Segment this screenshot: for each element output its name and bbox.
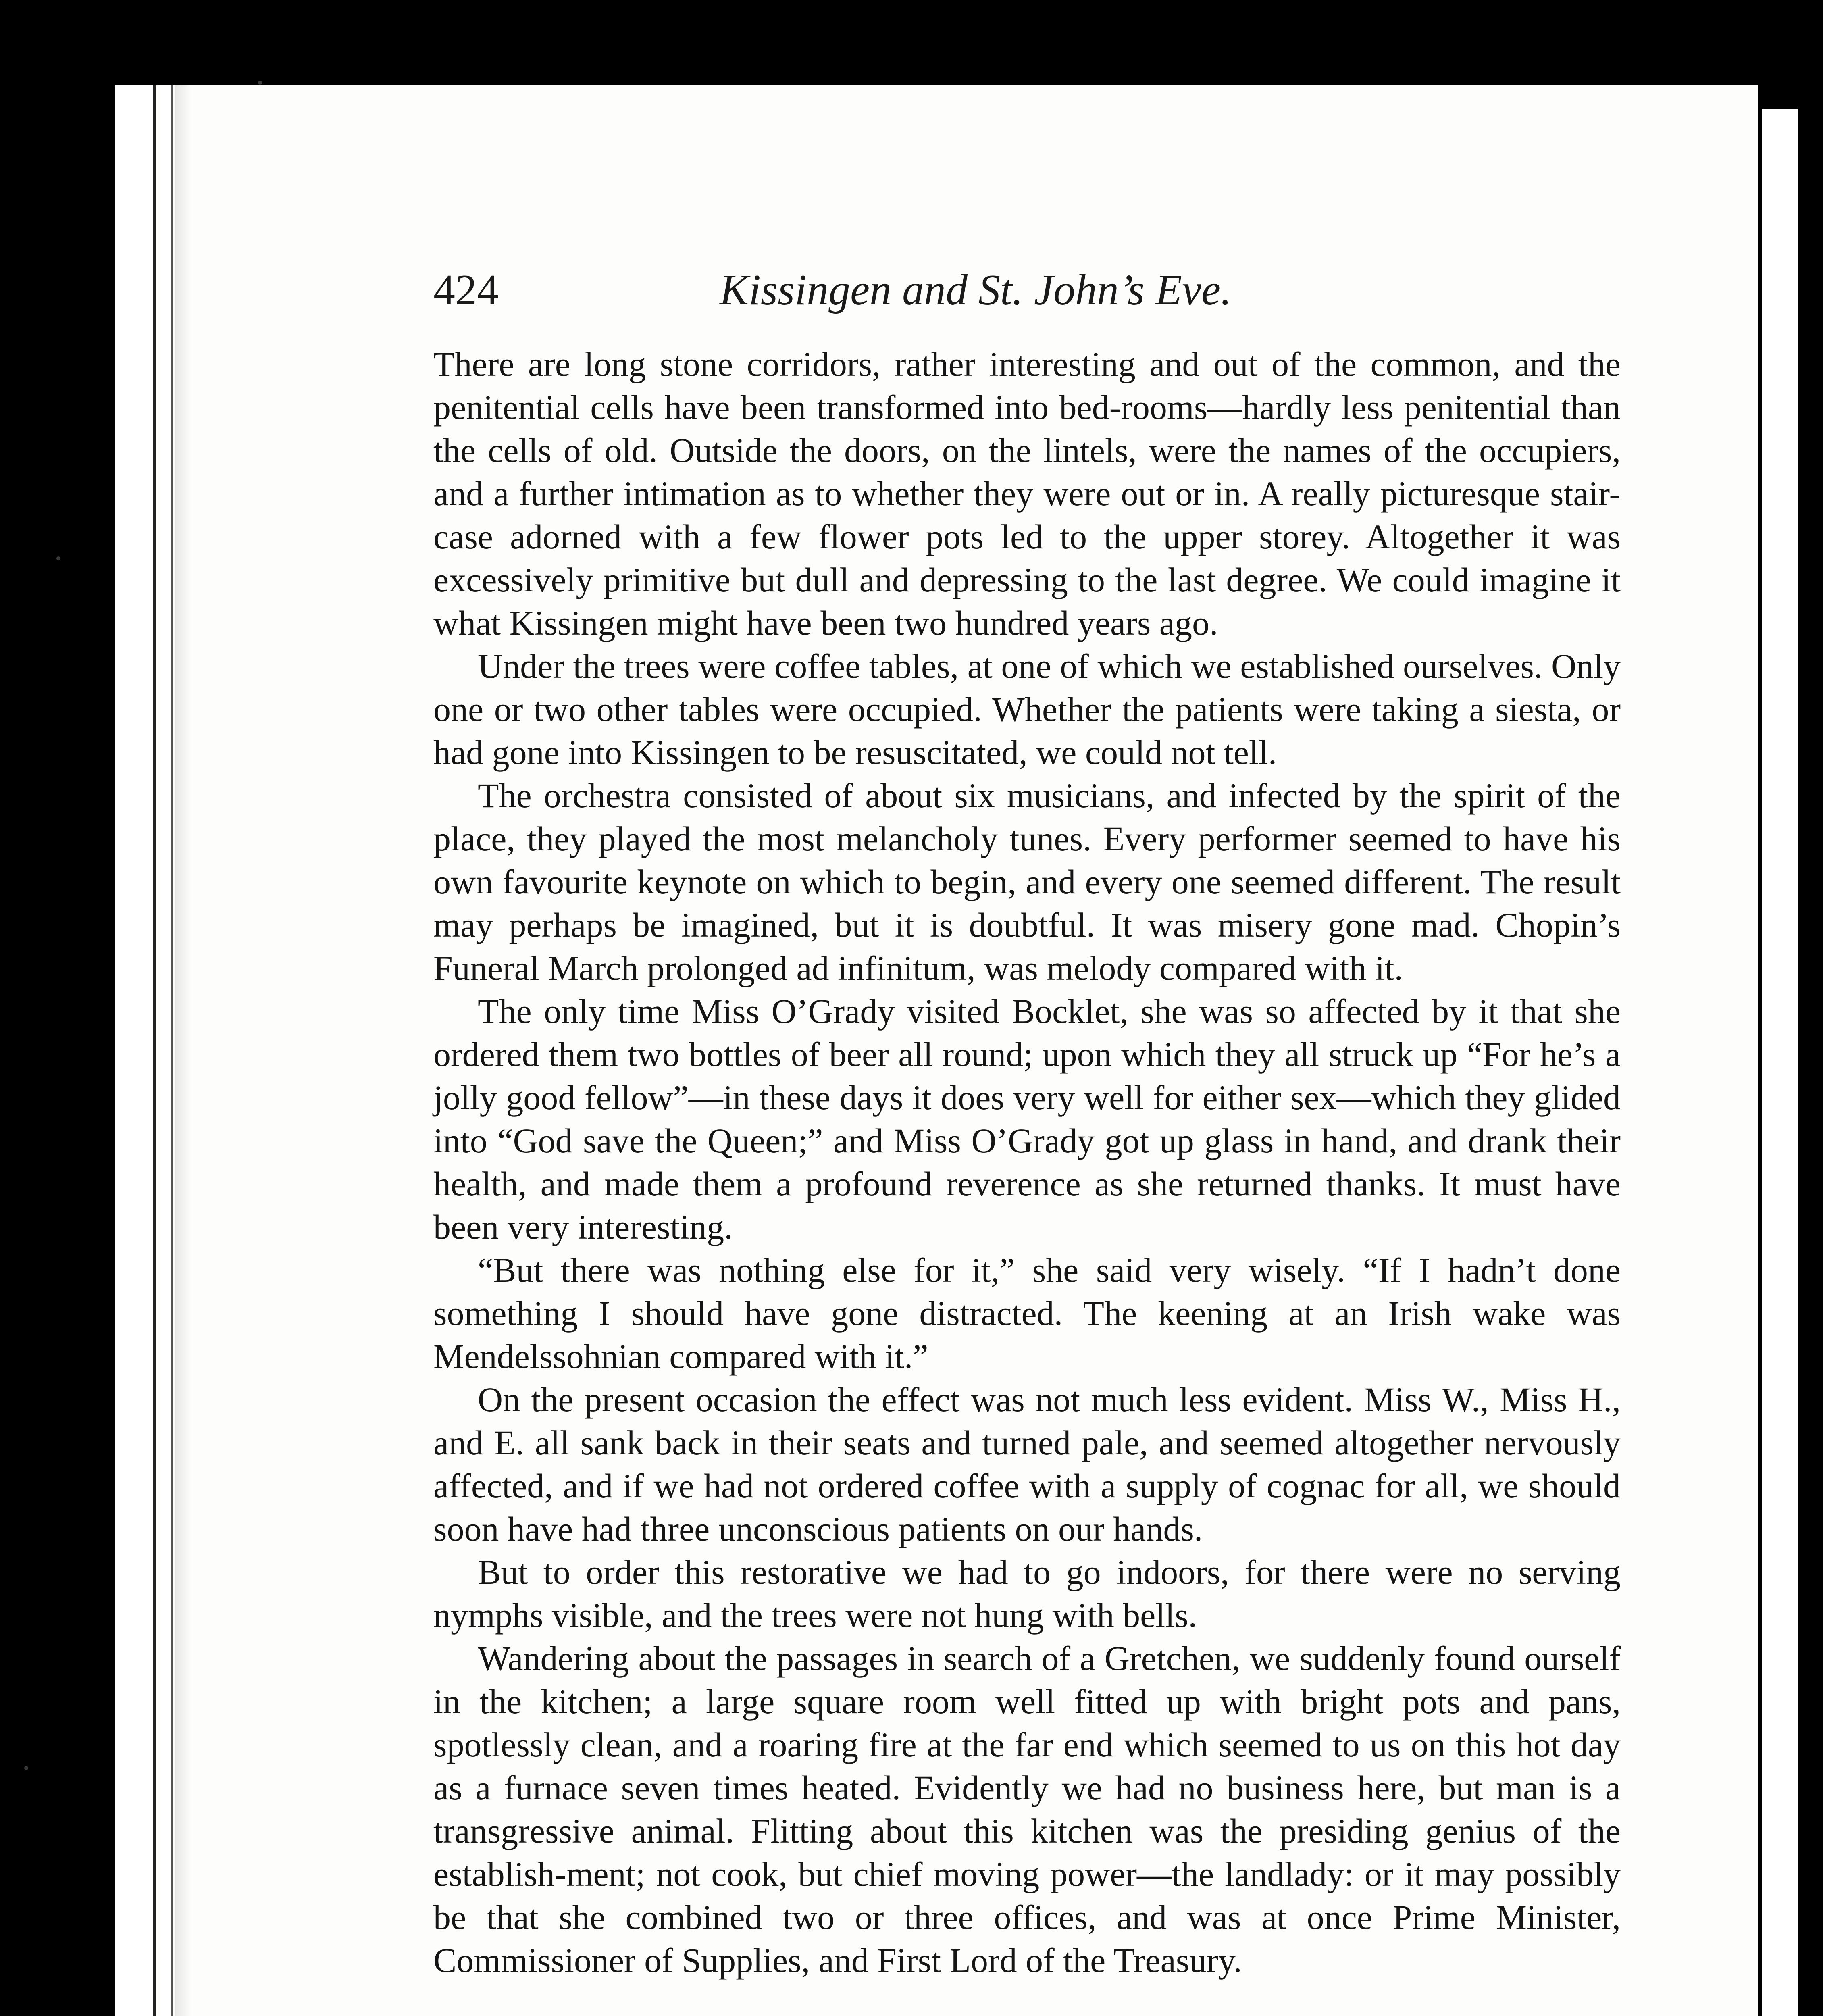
dust-speck	[24, 1766, 28, 1770]
paragraph: There are long stone corridors, rather interesting and out of the common, and the penitential cells have been transformed into bed-rooms—hardly less penitential than the cells of old. Outside the doors, on the lintels, were the names of the occupiers, and a further intimation as to whether they were out or in. A really picturesque stair-case adorned with a few flower pots led to the upper storey. Altogether it was excessively primitive but dull and depressing to the last degree. We could imagine it what Kissingen might have been two hundred years ago.	[433, 345, 1621, 642]
paragraph: The only time Miss O’Grady visited Bocklet, she was so affected by it that she ordered them two bottles of beer all round; upon which they all struck up “For he’s a jolly good fellow”—in these days it does very well for either sex—which they glided into “God save the Queen;” and Miss O’Grady got up glass in hand, and drank their health, and made them a profound reverence as she returned thanks. It must have been very interesting.	[433, 992, 1621, 1246]
dust-speck	[258, 81, 262, 85]
paragraph: But to order this restorative we had to go indoors, for there were no serving nymphs visible, and the trees were not hung with bells.	[433, 1553, 1621, 1635]
paragraph: The orchestra consisted of about six musicians, and infected by the spirit of the place, they played the most melancholy tunes. Every performer seemed to have his own favourite keynote on which to begin, and every one seemed different. The result may perhaps be imagined, but it is doubtful. It was misery gone mad. Chopin’s Funeral March prolonged ad infinitum, was melody compared with it.	[433, 776, 1621, 987]
paragraph: Wandering about the passages in search of a Gretchen, we suddenly found ourself in the kitchen; a large square room well fitted up with bright pots and pans, spotlessly clean, and a roaring fire at the far end which seemed to us on this hot day as a furnace seven times heated. Evidently we had no business here, but man is a transgressive animal. Flitting about this kitchen was the presiding genius of the establish-ment; not cook, but chief moving power—the landlady: or it may possibly be that she combined two or three offices, and was at once Prime Minister, Commissioner of Supplies, and First Lord of the Treasury.	[433, 1639, 1621, 1980]
paragraph: On the present occasion the effect was not much less evident. Miss W., Miss H., and E. all sank back in their seats and turned pale, and seemed altogether nervously affected, and if we had not ordered coffee with a supply of cognac for all, we should soon have had three unconscious patients on our hands.	[433, 1380, 1621, 1548]
gutter-shadow	[175, 85, 191, 2016]
running-head-title: Kissingen and St. John’s Eve.	[720, 266, 1232, 314]
page-gutter-inner	[160, 85, 173, 2016]
body-text	[433, 343, 1621, 1982]
paragraph: “But there was nothing else for it,” she said very wisely. “If I hadn’t done something I should have gone distracted. The keening at an Irish wake was Mendelssohnian compared with it.”	[433, 1251, 1621, 1376]
facing-page-edge	[1758, 109, 1798, 2016]
page-number: 424	[433, 266, 499, 314]
running-header	[433, 258, 1647, 323]
page-gutter	[115, 85, 156, 2016]
dust-speck	[56, 556, 60, 560]
paragraph: Under the trees were coffee tables, at one of which we established ourselves. Only one or two other tables were occupied. Whether the patients were taking a siesta, or had gone into Kissingen to be resuscitated, we could not tell.	[433, 647, 1621, 772]
